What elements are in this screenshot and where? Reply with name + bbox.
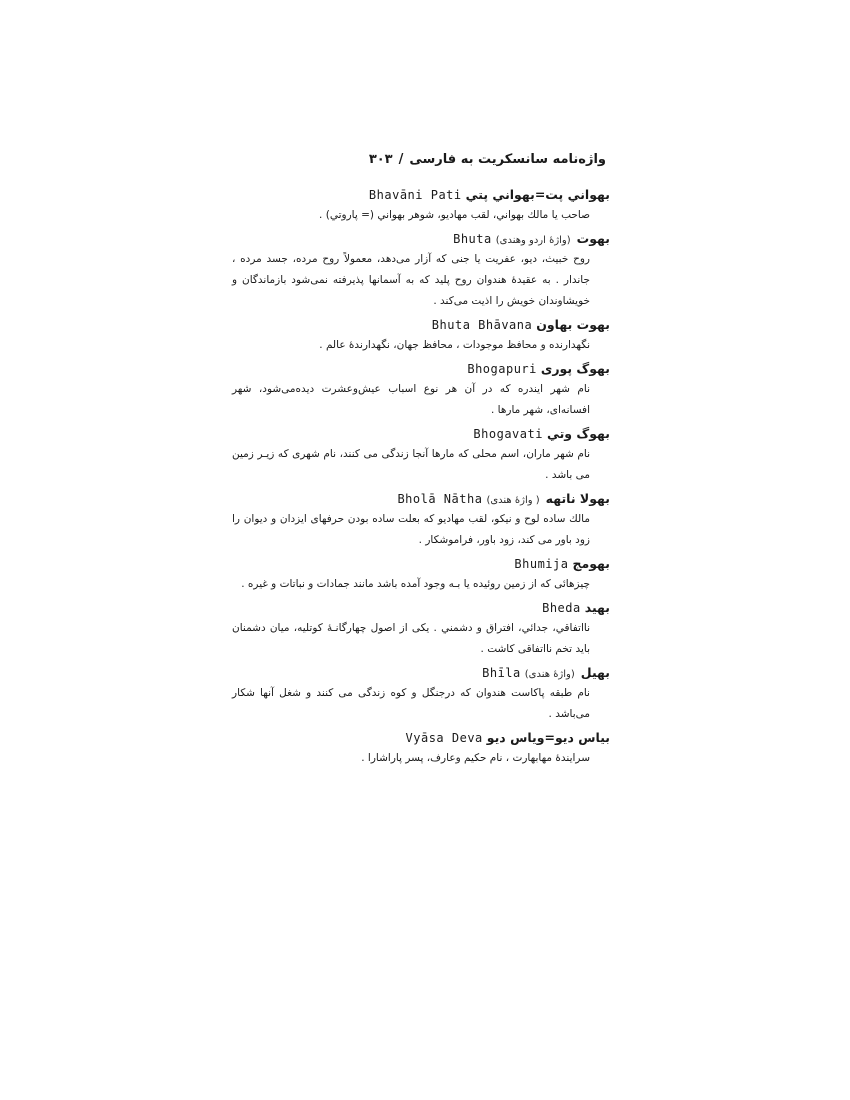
entry-definition: روح خبیث، دیو، عفریت یا جنی که آزار می‌دهد، معمولاً روح مرده، جسد مرده ، جاندار . به عقیدهٔ هندوان روح پلید که به آسمانها پذیرفته نمی‌شود بازماندگان و خویشاوندان خویش را اذیت می‌کند . <box>232 253 590 307</box>
entry-definition: مالك ساده لوح و نیکو، لقب مهادیو که بعلت ساده بودن حرفهای ایزدان و دیوان را زود باور می کند، زود باور، فراموشکار . <box>232 513 590 546</box>
entry-transliteration: Bholā Nātha <box>397 492 483 506</box>
glossary-entry <box>232 488 610 551</box>
glossary-entry <box>232 423 610 486</box>
entry-headword: بهیل <box>580 665 610 680</box>
glossary-entry <box>232 553 610 595</box>
entry-definition: سرایندهٔ مهابهارت ، نام حکیم وعارف، پسر پاراشارا . <box>361 752 590 764</box>
entry-headline <box>232 662 610 683</box>
entry-headword: بهومج <box>572 556 610 571</box>
page-number: ۳۰۳ <box>368 152 393 167</box>
entry-transliteration: Bhogavati <box>473 427 543 441</box>
entry-headline <box>232 314 610 335</box>
entry-headline <box>232 184 610 205</box>
entry-headline <box>232 228 610 249</box>
entry-headword: بهید <box>584 600 610 615</box>
glossary-entry <box>232 184 610 226</box>
entry-transliteration: Bhavāni Pati <box>368 188 462 202</box>
entry-headword: بهولا ناتهه <box>545 491 610 506</box>
entry-note: (واژهٔ هندی) <box>524 669 575 680</box>
entry-headline <box>232 488 610 509</box>
glossary-entry <box>232 228 610 312</box>
entry-headline <box>232 727 610 748</box>
glossary-entries <box>232 184 610 771</box>
entry-definition: نام طبقه پاکاست هندوان که درجنگل و کوه زندگی می کنند و شغل آنها شکار می‌باشد . <box>232 687 590 720</box>
entry-transliteration: Bhumija <box>514 557 569 571</box>
glossary-entry <box>232 358 610 421</box>
entry-definition: نگهدارنده و محافظ موجودات ، محافظ جهان، نگهدارندهٔ عالم . <box>319 339 590 351</box>
entry-headword: بیاس دیو=ویاس دیو <box>486 730 610 745</box>
entry-transliteration: Bhīla <box>482 666 521 680</box>
entry-transliteration: Bhuta <box>453 232 492 246</box>
entry-headword: بهوت بهاون <box>536 317 610 332</box>
entry-definition: نام شهر ایندره که در آن هر نوع اسباب عیش‌وعشرت دیده‌می‌شود، شهر افسانه‌ای، شهر مارها . <box>232 383 590 416</box>
entry-headline <box>232 553 610 574</box>
entry-note: ( واژهٔ هندی) <box>486 495 540 506</box>
entry-headword: بهوت <box>576 231 610 246</box>
entry-transliteration: Bhogapuri <box>467 362 537 376</box>
entry-transliteration: Vyāsa Deva <box>405 731 483 745</box>
entry-headword: بهوگ پوری <box>540 361 610 376</box>
glossary-entry <box>232 662 610 725</box>
entry-headword: بهواني پت=بهواني پتي <box>465 187 610 202</box>
entry-note: (واژهٔ اردو وهندی) <box>495 235 571 246</box>
entry-definition: نااتفاقي، جدائي، افتراق و دشمني . یکی از اصول چهارگانـهٔ کوتلیه، میان دشمنان باید تخم نااتفاقی کاشت . <box>232 622 590 655</box>
entry-headline <box>232 423 610 444</box>
entry-headline <box>232 597 610 618</box>
entry-definition: نام شهر ماران، اسم محلی که مارها آنجا زندگی می کنند، نام شهری که زیـر زمین می باشد . <box>232 448 590 481</box>
entry-headword: بهوگ وتي <box>546 426 610 441</box>
book-title: واژه‌نامه سانسکریت به فارسی <box>409 152 606 167</box>
glossary-entry <box>232 314 610 356</box>
entry-transliteration: Bhuta Bhāvana <box>431 318 533 332</box>
entry-transliteration: Bheda <box>542 601 581 615</box>
entry-headline <box>232 358 610 379</box>
header-separator: / <box>398 152 404 167</box>
entry-definition: صاحب یا مالك بهواني، لقب مهادیو، شوهر بهواني (= پاروتي) . <box>319 209 590 221</box>
glossary-entry <box>232 597 610 660</box>
running-header <box>232 150 606 170</box>
glossary-entry <box>232 727 610 769</box>
entry-definition: چیزهائی که از زمین روئیده یا بـه وجود آمده باشد مانند جمادات و نباتات و غیره . <box>241 578 590 590</box>
